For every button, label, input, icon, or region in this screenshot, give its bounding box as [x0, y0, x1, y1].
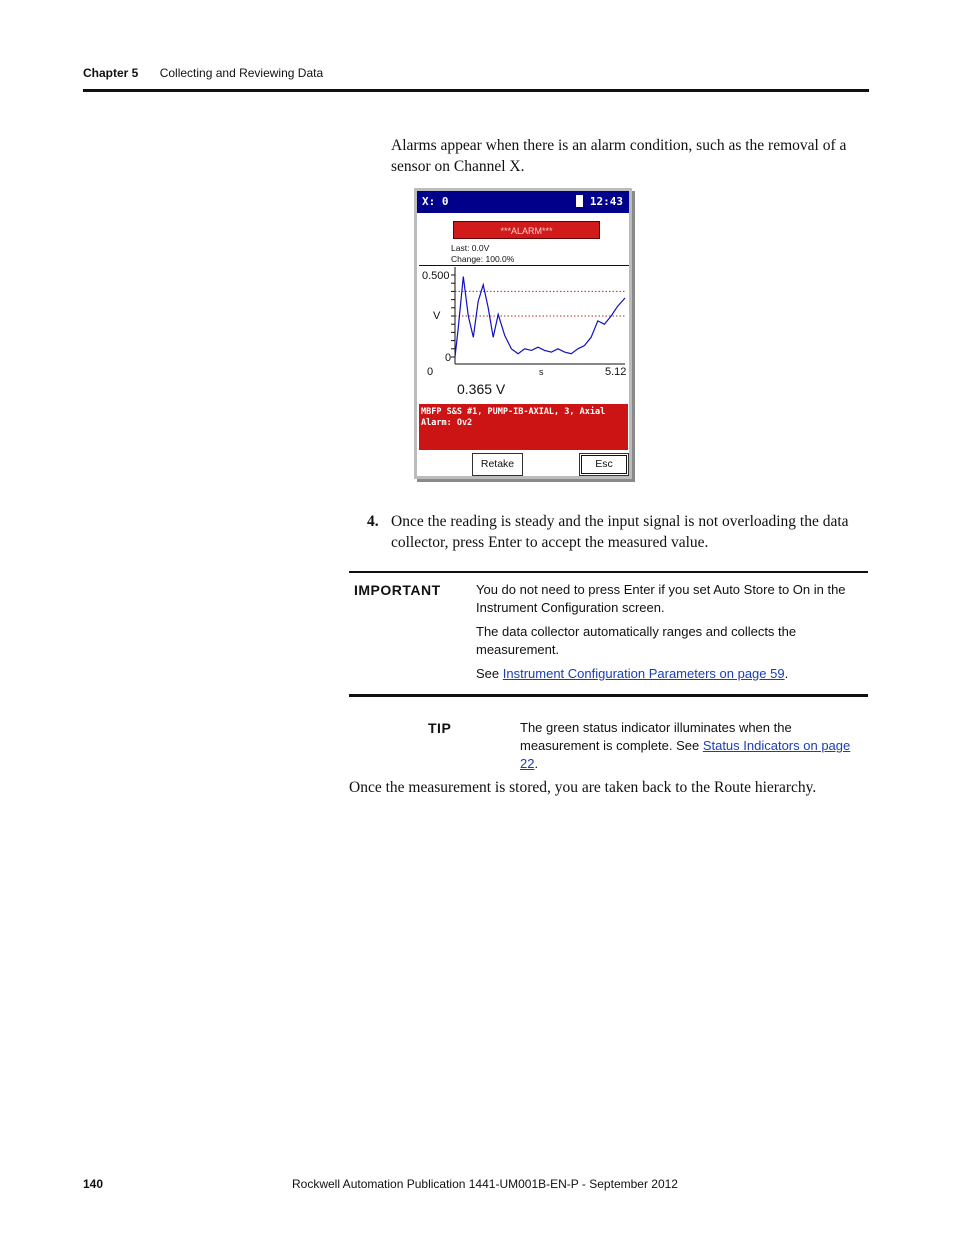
change-value: Change: 100.0% [451, 254, 515, 264]
waveform-chart [419, 265, 629, 377]
y-axis-label: V [433, 310, 441, 322]
important-see-suffix: . [784, 666, 789, 681]
intro-paragraph: Alarms appear when there is an alarm condition, such as the removal of a sensor on Channel X. [391, 137, 847, 175]
y-tick-top: 0.500 [422, 270, 450, 282]
step-number: 4. [367, 513, 379, 530]
device-title-bar [417, 191, 629, 213]
important-line2: The data collector automatically ranges and collects the measurement. [476, 624, 797, 657]
tip-text-after: . [534, 756, 539, 771]
publication-info: Rockwell Automation Publication 1441-UM001B-EN-P - September 2012 [292, 1177, 678, 1191]
alarm-message-line1: MBFP S&S #1, PUMP-IB-AXIAL, 3, Axial [421, 407, 606, 417]
tip-text-before: The green status indicator illuminates when the measurement is complete. See [520, 720, 792, 753]
closing-paragraph: Once the measurement is stored, you are taken back to the Route hierarchy. [349, 779, 817, 796]
step-text: Once the reading is steady and the input signal is not overloading the data collector, press Enter to accept the measured value. [391, 513, 849, 551]
waveform-line [455, 277, 625, 357]
chapter-title: Collecting and Reviewing Data [159, 66, 324, 80]
chapter-label: Chapter 5 [83, 66, 139, 80]
alarm-message-line2: Alarm: Ov2 [421, 418, 473, 428]
x-tick-right: 5.12 [605, 366, 627, 377]
tip-label: TIP [428, 720, 452, 736]
important-see-prefix: See [476, 666, 503, 681]
instrument-config-link[interactable]: Instrument Configuration Parameters on page 59 [502, 666, 785, 681]
x-tick-left: 0 [427, 366, 434, 377]
alarm-banner: ***ALARM*** [453, 221, 600, 239]
running-header [83, 66, 323, 80]
important-top-rule [349, 571, 868, 573]
battery-icon [576, 195, 583, 207]
status-indicators-link[interactable]: Status Indicators on page 22 [520, 738, 851, 771]
x-axis-label: s [539, 367, 544, 377]
last-value: Last: 0.0V [451, 243, 490, 253]
esc-button[interactable]: Esc [579, 453, 629, 476]
header-rule [83, 89, 869, 92]
important-label: IMPORTANT [354, 582, 441, 598]
channel-readout: X: 0 [422, 195, 449, 208]
alarm-message-panel [419, 404, 628, 450]
page-number: 140 [83, 1177, 104, 1191]
measured-reading: 0.365 V [457, 381, 506, 397]
retake-button[interactable]: Retake [472, 453, 523, 476]
important-line1: You do not need to press Enter if you set Auto Store to On in the Instrument Configuration screen. [476, 582, 846, 615]
important-see [476, 665, 866, 683]
device-screenshot [414, 188, 632, 479]
y-tick-bottom: 0 [445, 352, 452, 364]
tip-text [520, 719, 869, 773]
clock-readout: 12:43 [589, 195, 623, 208]
important-bottom-rule [349, 694, 868, 697]
